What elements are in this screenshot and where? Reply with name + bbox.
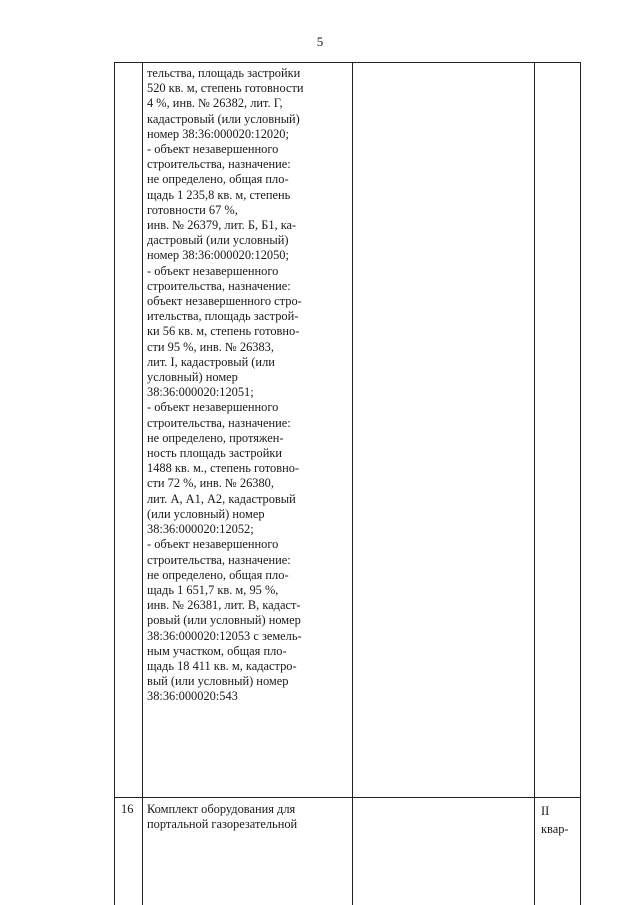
description-line: ным участком, общая пло-: [147, 643, 287, 658]
continued-description-cell: [147, 66, 352, 705]
description-line: не определено, протяжен-: [147, 430, 284, 445]
row-16-number: 16: [121, 802, 134, 816]
table-border-left: [114, 62, 115, 905]
description-line: объект незавершенного стро-: [147, 294, 302, 309]
description-line: 520 кв. м, степень готовности: [147, 81, 304, 96]
description-line: готовности 67 %,: [147, 202, 238, 217]
row-16-term: [541, 802, 569, 838]
description-line: (или условный) номер: [147, 506, 265, 521]
description-line: Комплект оборудования для: [147, 802, 296, 816]
description-line: портальной газорезательной: [147, 817, 298, 832]
table-border-right: [580, 62, 581, 905]
description-line: номер 38:36:000020:12050;: [147, 248, 289, 263]
description-line: не определено, общая пло-: [147, 567, 289, 582]
description-line: строительства, назначение:: [147, 552, 291, 567]
row-separator: [114, 797, 581, 798]
description-line: 38:36:000020:543: [147, 689, 238, 704]
description-line: кадастровый (или условный): [147, 111, 300, 126]
page-number: 5: [316, 34, 324, 49]
column-divider-empty: [534, 62, 535, 905]
term-line: II: [541, 804, 550, 818]
description-line: 1488 кв. м., степень готовно-: [147, 461, 300, 476]
description-line: строительства, назначение:: [147, 415, 291, 430]
term-line: квар-: [541, 822, 569, 836]
description-line: лит. I, кадастровый (или: [147, 354, 275, 369]
description-line: ность площадь застройки: [147, 446, 283, 461]
description-line: сти 95 %, инв. № 26383,: [147, 339, 274, 354]
description-line: щадь 1 651,7 кв. м, 95 %,: [147, 582, 279, 597]
description-line: - объект незавершенного: [147, 142, 279, 157]
description-line: тельства, площадь застройки: [147, 66, 301, 80]
description-line: номер 38:36:000020:12020;: [147, 126, 289, 141]
column-divider-number: [142, 62, 143, 905]
description-line: - объект незавершенного: [147, 400, 279, 415]
description-line: инв. № 26379, лит. Б, Б1, ка-: [147, 218, 297, 233]
row-16-description: [147, 802, 352, 832]
description-line: - объект незавершенного: [147, 537, 279, 552]
description-line: не определено, общая пло-: [147, 172, 289, 187]
description-line: щадь 18 411 кв. м, кадастро-: [147, 658, 297, 673]
description-line: строительства, назначение:: [147, 157, 291, 172]
description-line: 38:36:000020:12051;: [147, 385, 254, 400]
description-line: строительства, назначение:: [147, 278, 291, 293]
description-line: 38:36:000020:12052;: [147, 522, 254, 537]
table-top-border: [114, 62, 581, 63]
description-line: ительства, площадь застрой-: [147, 309, 299, 324]
description-line: условный) номер: [147, 370, 238, 385]
description-line: ки 56 кв. м, степень готовно-: [147, 324, 300, 339]
description-line: 4 %, инв. № 26382, лит. Г,: [147, 96, 283, 111]
description-line: лит. А, А1, А2, кадастровый: [147, 491, 296, 506]
description-line: ровый (или условный) номер: [147, 613, 301, 628]
description-line: щадь 1 235,8 кв. м, степень: [147, 187, 291, 202]
description-line: сти 72 %, инв. № 26380,: [147, 476, 274, 491]
description-line: вый (или условный) номер: [147, 674, 289, 689]
column-divider-description: [352, 62, 353, 905]
description-line: - объект незавершенного: [147, 263, 279, 278]
description-line: 38:36:000020:12053 с земель-: [147, 628, 302, 643]
description-line: инв. № 26381, лит. В, кадаст-: [147, 598, 301, 613]
description-line: дастровый (или условный): [147, 233, 289, 248]
